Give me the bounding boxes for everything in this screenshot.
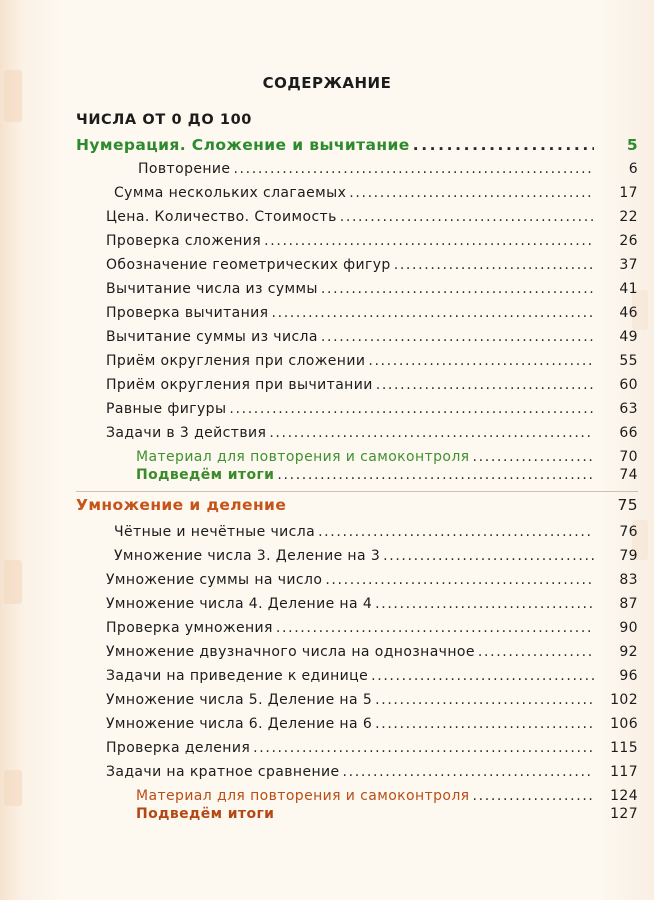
page-number: 66	[619, 425, 638, 441]
dot-leader	[375, 716, 594, 732]
bleed-through-tab	[4, 770, 22, 806]
page-number: 127	[610, 806, 638, 822]
section-title: Умножение и деление	[76, 496, 287, 514]
review-label: Материал для повторения и самоконтроля	[136, 788, 470, 804]
item-label: Умножение числа 4. Деление на 4	[106, 596, 373, 612]
item-label: Сумма нескольких слагаемых	[114, 185, 347, 201]
item-label: Вычитание суммы из числа	[106, 329, 318, 345]
item-label: Умножение числа 5. Деление на 5	[106, 692, 373, 708]
toc-item-row[interactable]	[106, 668, 638, 688]
toc-item-row[interactable]	[106, 596, 638, 616]
dot-leader	[253, 740, 594, 756]
toc-item-row[interactable]	[106, 740, 638, 760]
dot-leader	[383, 548, 594, 564]
toc-item-row[interactable]	[106, 209, 638, 229]
dot-leader	[318, 524, 594, 540]
dot-leader	[343, 764, 594, 780]
section-title: Нумерация. Сложение и вычитание	[76, 136, 410, 154]
item-label: Умножение двузначного числа на однозначное	[106, 644, 475, 660]
page-number: 37	[619, 257, 638, 273]
dot-leader	[413, 136, 594, 154]
dot-leader	[375, 596, 594, 612]
item-label: Цена. Количество. Стоимость	[106, 209, 337, 225]
toc-section-row[interactable]	[76, 496, 638, 516]
toc-item-row[interactable]	[106, 425, 638, 445]
toc-summary-row[interactable]	[136, 806, 638, 826]
item-label: Проверка вычитания	[106, 305, 269, 321]
review-label: Материал для повторения и самоконтроля	[136, 449, 470, 465]
page-number: 55	[619, 353, 638, 369]
summary-label: Подведём итоги	[136, 806, 275, 822]
item-label: Задачи на приведение к единице	[106, 668, 369, 684]
dot-leader	[478, 644, 594, 660]
dot-leader	[473, 449, 594, 465]
dot-leader	[233, 161, 594, 177]
toc-item-row[interactable]	[106, 716, 638, 736]
page-number: 5	[626, 136, 638, 154]
dot-leader	[375, 692, 594, 708]
dot-leader	[277, 467, 594, 483]
toc-item-row[interactable]	[106, 548, 638, 568]
dot-leader	[371, 668, 594, 684]
toc-item-row[interactable]	[106, 305, 638, 325]
page-number: 74	[619, 467, 638, 483]
dot-leader	[340, 209, 594, 225]
toc-item-row[interactable]	[106, 692, 638, 712]
page-number: 79	[619, 548, 638, 564]
item-label: Равные фигуры	[106, 401, 227, 417]
page-number: 60	[619, 377, 638, 393]
page-number: 22	[619, 209, 638, 225]
item-label: Вычитание числа из суммы	[106, 281, 318, 297]
section-divider	[76, 491, 638, 492]
item-label: Умножение числа 6. Деление на 6	[106, 716, 373, 732]
item-label: Приём округления при вычитании	[106, 377, 373, 393]
toc-item-row[interactable]	[106, 281, 638, 301]
dot-leader	[368, 353, 594, 369]
toc-item-row[interactable]	[106, 353, 638, 373]
item-label: Умножение числа 3. Деление на 3	[114, 548, 381, 564]
page-number: 90	[619, 620, 638, 636]
toc-item-row[interactable]	[106, 257, 638, 277]
page-number: 92	[619, 644, 638, 660]
item-label: Проверка сложения	[106, 233, 262, 249]
item-label: Проверка умножения	[106, 620, 273, 636]
toc-item-row[interactable]	[106, 329, 638, 349]
page-number: 87	[619, 596, 638, 612]
page-number: 41	[619, 281, 638, 297]
toc-item-row[interactable]	[106, 524, 638, 544]
item-label: Умножение суммы на число	[106, 572, 323, 588]
item-label: Обозначение геометрических фигур	[106, 257, 391, 273]
dot-leader	[473, 788, 594, 804]
page-number: 63	[619, 401, 638, 417]
dot-leader	[394, 257, 594, 273]
page-number: 17	[619, 185, 638, 201]
page-number: 26	[619, 233, 638, 249]
page-number: 115	[610, 740, 638, 756]
page-number: 70	[619, 449, 638, 465]
page-number: 102	[610, 692, 638, 708]
item-label: Проверка деления	[106, 740, 251, 756]
page-number: 117	[610, 764, 638, 780]
toc-item-row[interactable]	[106, 764, 638, 784]
toc-item-row[interactable]	[106, 620, 638, 640]
page-number: 106	[610, 716, 638, 732]
toc-review-row[interactable]	[136, 449, 638, 469]
toc-item-row[interactable]	[106, 161, 638, 181]
dot-leader	[269, 425, 594, 441]
dot-leader	[264, 233, 594, 249]
toc-item-row[interactable]	[106, 644, 638, 664]
page-number: 46	[619, 305, 638, 321]
page-number: 76	[619, 524, 638, 540]
toc-item-row[interactable]	[106, 233, 638, 253]
item-label: Задачи на кратное сравнение	[106, 764, 340, 780]
dot-leader	[321, 281, 594, 297]
toc-item-row[interactable]	[106, 572, 638, 592]
page-number: 49	[619, 329, 638, 345]
dot-leader	[325, 572, 594, 588]
toc-review-row[interactable]	[136, 788, 638, 808]
page-number: 124	[610, 788, 638, 804]
dot-leader	[276, 620, 594, 636]
toc-section-row[interactable]	[76, 136, 638, 156]
item-label: Повторение	[138, 161, 231, 177]
dot-leader	[321, 329, 594, 345]
page-number: 75	[617, 496, 638, 514]
dot-leader	[229, 401, 594, 417]
dot-leader	[376, 377, 594, 393]
bleed-through-tab	[4, 560, 22, 604]
page-number: 96	[619, 668, 638, 684]
item-label: Приём округления при сложении	[106, 353, 366, 369]
summary-label: Подведём итоги	[136, 467, 275, 483]
page-title: СОДЕРЖАНИЕ	[262, 74, 392, 92]
page-number: 83	[619, 572, 638, 588]
toc-item-row[interactable]	[106, 401, 638, 421]
dot-leader	[272, 305, 595, 321]
toc-item-row[interactable]	[106, 377, 638, 397]
item-label: Задачи в 3 действия	[106, 425, 267, 441]
toc-summary-row[interactable]	[136, 467, 638, 487]
page-number: 6	[628, 161, 638, 177]
part-title: ЧИСЛА ОТ 0 ДО 100	[76, 112, 252, 128]
item-label: Чётные и нечётные числа	[114, 524, 316, 540]
dot-leader	[349, 185, 594, 201]
toc-item-row[interactable]	[106, 185, 638, 205]
